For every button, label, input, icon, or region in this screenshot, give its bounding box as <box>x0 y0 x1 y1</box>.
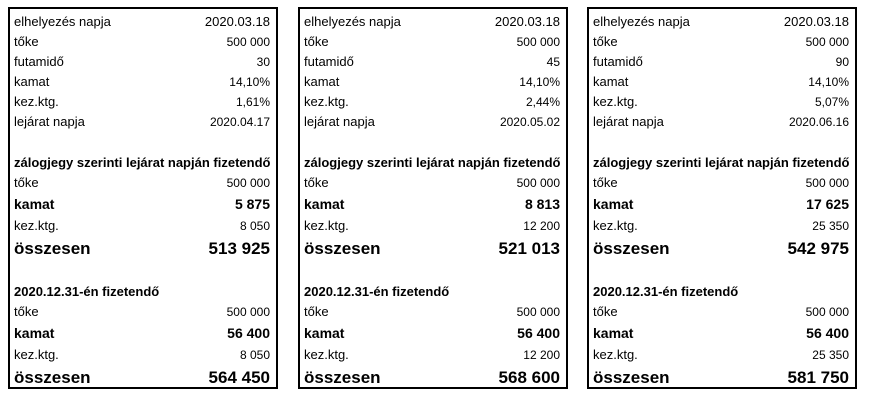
yearend-total-label: összesen <box>14 368 91 387</box>
yearend-total-value: 564 450 <box>208 368 270 387</box>
yearend-interest-row <box>593 322 849 344</box>
maturity-total-row <box>304 236 560 262</box>
maturity-total-value: 513 925 <box>208 239 270 258</box>
yearend-section-title: 2020.12.31-én fizetendő <box>304 284 450 299</box>
yearend-principal-label: tőke <box>593 304 618 319</box>
maturity-section-title: zálogjegy szerinti lejárat napján fizetendő <box>304 155 561 170</box>
maturity-section-header <box>593 153 849 173</box>
maturity-principal-label: tőke <box>14 175 39 190</box>
interest-rate-value: 14,10% <box>808 75 849 89</box>
maturity-interest-value: 5 875 <box>234 196 270 212</box>
yearend-interest-row <box>304 322 560 344</box>
yearend-principal-value: 500 000 <box>516 305 560 319</box>
principal-label: tőke <box>14 34 39 49</box>
interest-rate-value: 14,10% <box>519 75 560 89</box>
placement-date-row <box>304 12 560 32</box>
yearend-principal-value: 500 000 <box>805 305 849 319</box>
yearend-interest-value: 56 400 <box>806 325 849 341</box>
principal-label: tőke <box>593 34 618 49</box>
maturity-section-header <box>14 153 270 173</box>
fee-rate-row <box>14 92 270 112</box>
maturity-date-label: lejárat napja <box>593 114 664 129</box>
term-row <box>304 52 560 72</box>
term-value: 30 <box>256 55 270 69</box>
interest-rate-row <box>304 72 560 92</box>
yearend-section-header <box>14 282 270 302</box>
deposit-panel-90-days <box>587 7 857 389</box>
yearend-interest-value: 56 400 <box>227 325 270 341</box>
interest-rate-row <box>14 72 270 92</box>
yearend-total-row <box>304 365 560 391</box>
maturity-fee-value: 8 050 <box>239 219 270 233</box>
maturity-interest-value: 8 813 <box>524 196 560 212</box>
interest-rate-value: 14,10% <box>229 75 270 89</box>
fee-rate-value: 5,07% <box>814 95 849 109</box>
principal-label: tőke <box>304 34 329 49</box>
maturity-interest-value: 17 625 <box>806 196 849 212</box>
placement-date-label: elhelyezés napja <box>14 14 111 29</box>
maturity-principal-value: 500 000 <box>805 176 849 190</box>
maturity-principal-row <box>14 173 270 193</box>
maturity-date-value: 2020.06.16 <box>788 115 849 129</box>
principal-row <box>593 32 849 52</box>
interest-rate-row <box>593 72 849 92</box>
maturity-fee-value: 25 350 <box>812 219 849 233</box>
maturity-date-value: 2020.05.02 <box>499 115 560 129</box>
yearend-section-header <box>593 282 849 302</box>
yearend-interest-label: kamat <box>593 325 634 341</box>
yearend-fee-row <box>304 345 560 365</box>
deposit-panel-45-days <box>298 7 568 389</box>
yearend-interest-label: kamat <box>14 325 55 341</box>
principal-value: 500 000 <box>805 35 849 49</box>
yearend-interest-row <box>14 322 270 344</box>
principal-value: 500 000 <box>516 35 560 49</box>
yearend-principal-row <box>593 302 849 322</box>
yearend-total-label: összesen <box>304 368 381 387</box>
maturity-date-row <box>593 112 849 132</box>
maturity-date-value: 2020.04.17 <box>209 115 270 129</box>
yearend-principal-value: 500 000 <box>226 305 270 319</box>
fee-rate-label: kez.ktg. <box>14 94 59 109</box>
placement-date-value: 2020.03.18 <box>204 14 270 29</box>
yearend-interest-value: 56 400 <box>517 325 560 341</box>
yearend-principal-label: tőke <box>304 304 329 319</box>
yearend-fee-label: kez.ktg. <box>593 347 638 362</box>
placement-date-value: 2020.03.18 <box>494 14 560 29</box>
principal-row <box>304 32 560 52</box>
yearend-interest-label: kamat <box>304 325 345 341</box>
maturity-principal-value: 500 000 <box>516 176 560 190</box>
placement-date-label: elhelyezés napja <box>593 14 690 29</box>
maturity-section-header <box>304 153 560 173</box>
placement-date-label: elhelyezés napja <box>304 14 401 29</box>
term-value: 45 <box>546 55 560 69</box>
maturity-total-label: összesen <box>593 239 670 258</box>
maturity-date-row <box>14 112 270 132</box>
yearend-total-row <box>593 365 849 391</box>
maturity-fee-label: kez.ktg. <box>593 218 638 233</box>
yearend-principal-label: tőke <box>14 304 39 319</box>
yearend-fee-label: kez.ktg. <box>14 347 59 362</box>
fee-rate-row <box>593 92 849 112</box>
fee-rate-value: 1,61% <box>235 95 270 109</box>
maturity-fee-label: kez.ktg. <box>304 218 349 233</box>
maturity-total-label: összesen <box>304 239 381 258</box>
maturity-principal-row <box>304 173 560 193</box>
yearend-fee-value: 8 050 <box>239 348 270 362</box>
placement-date-row <box>14 12 270 32</box>
deposit-panel-30-days <box>8 7 278 389</box>
yearend-fee-row <box>14 345 270 365</box>
maturity-principal-value: 500 000 <box>226 176 270 190</box>
yearend-fee-value: 25 350 <box>812 348 849 362</box>
yearend-total-row <box>14 365 270 391</box>
fee-rate-label: kez.ktg. <box>304 94 349 109</box>
yearend-total-value: 568 600 <box>498 368 560 387</box>
interest-rate-label: kamat <box>14 74 50 89</box>
yearend-total-label: összesen <box>593 368 670 387</box>
maturity-interest-row <box>593 193 849 215</box>
maturity-interest-label: kamat <box>14 196 55 212</box>
maturity-total-label: összesen <box>14 239 91 258</box>
maturity-interest-row <box>14 193 270 215</box>
yearend-section-title: 2020.12.31-én fizetendő <box>14 284 160 299</box>
principal-row <box>14 32 270 52</box>
yearend-section-header <box>304 282 560 302</box>
yearend-total-value: 581 750 <box>787 368 849 387</box>
maturity-total-value: 542 975 <box>787 239 849 258</box>
yearend-section-title: 2020.12.31-én fizetendő <box>593 284 739 299</box>
maturity-interest-label: kamat <box>304 196 345 212</box>
maturity-date-label: lejárat napja <box>14 114 85 129</box>
yearend-fee-label: kez.ktg. <box>304 347 349 362</box>
maturity-fee-row <box>593 216 849 236</box>
maturity-total-row <box>14 236 270 262</box>
placement-date-value: 2020.03.18 <box>783 14 849 29</box>
maturity-date-row <box>304 112 560 132</box>
maturity-principal-row <box>593 173 849 193</box>
yearend-principal-row <box>14 302 270 322</box>
maturity-section-title: zálogjegy szerinti lejárat napján fizetendő <box>593 155 850 170</box>
placement-date-row <box>593 12 849 32</box>
fee-rate-value: 2,44% <box>525 95 560 109</box>
maturity-principal-label: tőke <box>593 175 618 190</box>
fee-rate-row <box>304 92 560 112</box>
maturity-total-value: 521 013 <box>498 239 560 258</box>
term-label: futamidő <box>14 54 64 69</box>
interest-rate-label: kamat <box>304 74 340 89</box>
principal-value: 500 000 <box>226 35 270 49</box>
yearend-principal-row <box>304 302 560 322</box>
interest-rate-label: kamat <box>593 74 629 89</box>
term-label: futamidő <box>593 54 643 69</box>
fee-rate-label: kez.ktg. <box>593 94 638 109</box>
maturity-total-row <box>593 236 849 262</box>
maturity-fee-row <box>304 216 560 236</box>
term-row <box>14 52 270 72</box>
maturity-date-label: lejárat napja <box>304 114 375 129</box>
maturity-fee-label: kez.ktg. <box>14 218 59 233</box>
maturity-section-title: zálogjegy szerinti lejárat napján fizetendő <box>14 155 271 170</box>
yearend-fee-value: 12 200 <box>523 348 560 362</box>
maturity-fee-value: 12 200 <box>523 219 560 233</box>
maturity-fee-row <box>14 216 270 236</box>
term-value: 90 <box>835 55 849 69</box>
yearend-fee-row <box>593 345 849 365</box>
maturity-principal-label: tőke <box>304 175 329 190</box>
term-label: futamidő <box>304 54 354 69</box>
maturity-interest-label: kamat <box>593 196 634 212</box>
term-row <box>593 52 849 72</box>
maturity-interest-row <box>304 193 560 215</box>
